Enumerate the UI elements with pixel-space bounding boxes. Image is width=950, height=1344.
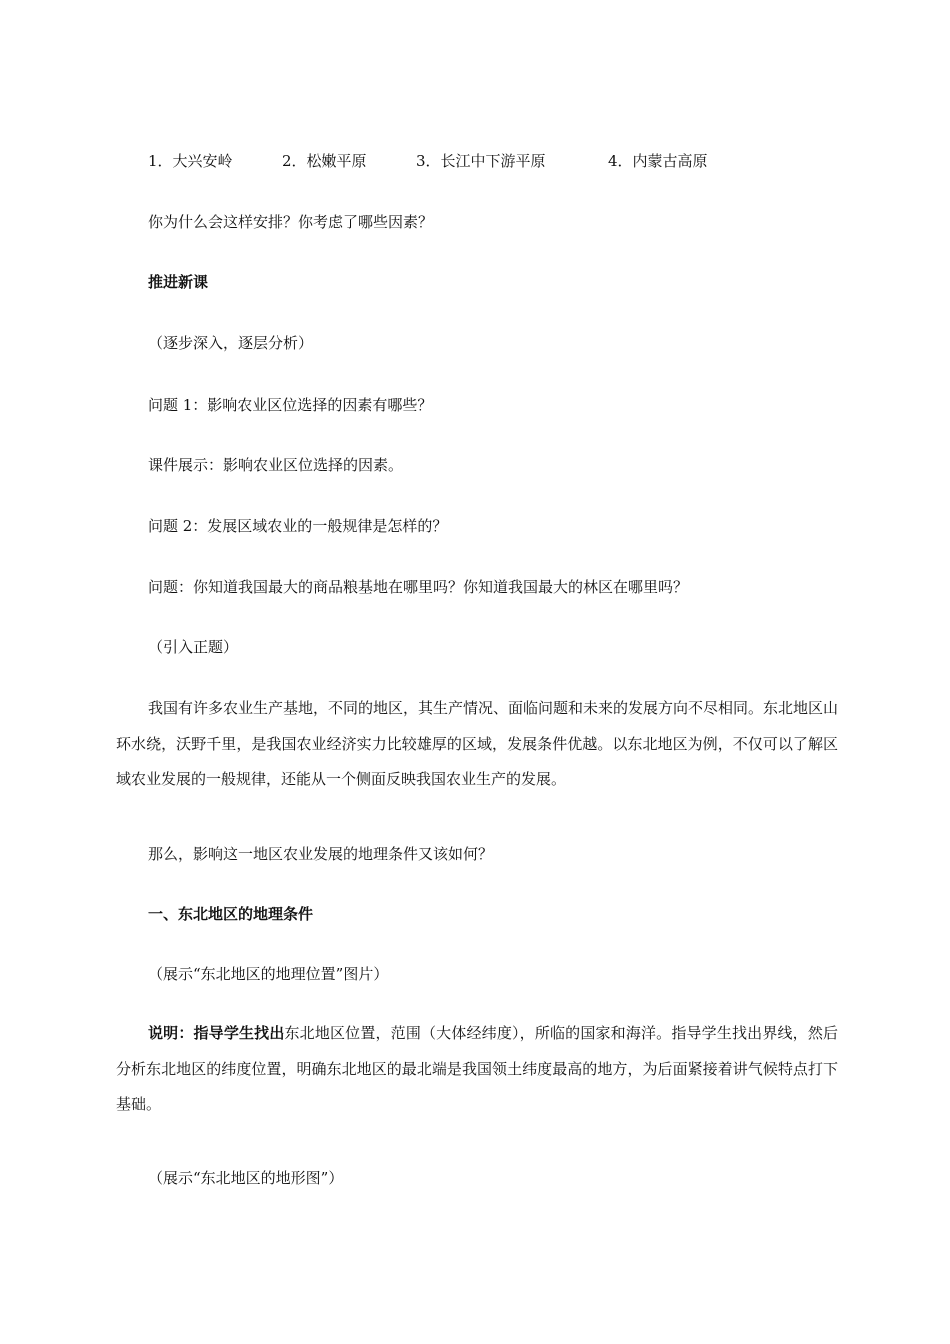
heading-new-lesson: 推进新课 <box>148 273 209 291</box>
list-item: 4．内蒙古高原 <box>608 152 708 170</box>
note-show-location: （展示“东北地区的地理位置”图片） <box>148 965 389 983</box>
courseware-note: 课件展示：影响农业区位选择的因素。 <box>148 456 404 474</box>
explanation-label: 说明：指导学生找出 <box>148 1024 285 1042</box>
heading-section-1: 一、东北地区的地理条件 <box>148 905 314 923</box>
question-2: 问题 2：发展区域农业的一般规律是怎样的？ <box>148 517 448 535</box>
list-item: 1．大兴安岭 <box>148 152 233 170</box>
list-item: 2．松嫩平原 <box>282 152 367 170</box>
list-item: 3．长江中下游平原 <box>416 152 546 170</box>
note-intro: （引入正题） <box>148 638 239 656</box>
paragraph-explanation <box>116 1016 838 1123</box>
explanation-text: 东北地区位置，范围（大体经纬度），所临的国家和海洋。指导学生找出界线，然后分析东北地区的纬度位置，明确东北地区的最北端是我国领土纬度最高的地方，为后面紧接着讲气候特点打下基础。 <box>116 1024 838 1113</box>
question-why: 你为什么会这样安排？你考虑了哪些因素？ <box>148 213 434 231</box>
question-3: 问题：你知道我国最大的商品粮基地在哪里吗？你知道我国最大的林区在哪里吗？ <box>148 578 689 596</box>
note-stepwise: （逐步深入，逐层分析） <box>148 334 314 352</box>
paragraph-intro: 我国有许多农业生产基地，不同的地区，其生产情况、面临问题和未来的发展方向不尽相同。东北地区山环水绕，沃野千里，是我国农业经济实力比较雄厚的区域，发展条件优越。以东北地区为例，不仅可以了解区域农业发展的一般规律，还能从一个侧面反映我国农业生产的发展。 <box>116 699 839 788</box>
note-show-terrain: （展示“东北地区的地形图”） <box>148 1169 344 1187</box>
paragraph-question: 那么，影响这一地区农业发展的地理条件又该如何？ <box>148 845 494 863</box>
question-1: 问题 1：影响农业区位选择的因素有哪些？ <box>148 396 433 414</box>
